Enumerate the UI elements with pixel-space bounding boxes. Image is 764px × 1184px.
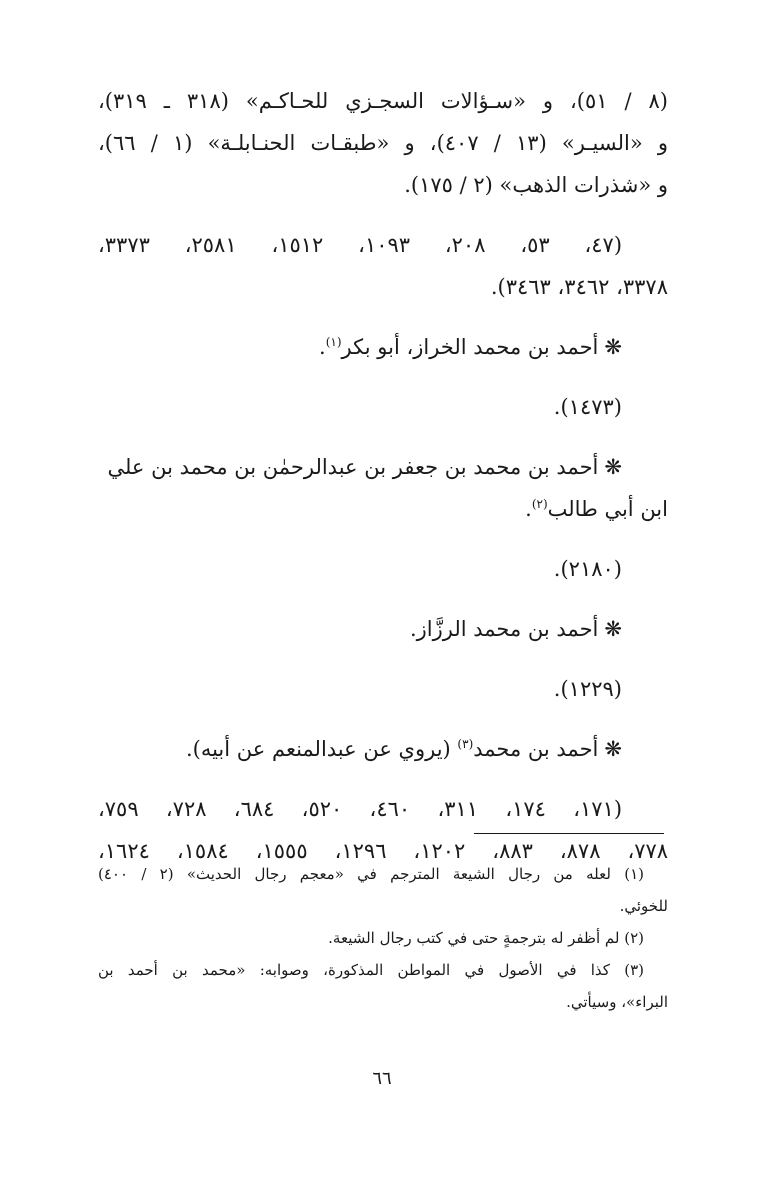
- star-icon: ❋: [604, 617, 622, 641]
- entry-numbers: .(١٤٧٣): [553, 395, 622, 419]
- entry-heading: ❋أحمد بن محمد الخراز، أبو بكر$^{(١)}$.: [319, 335, 622, 359]
- footnotes: [98, 858, 668, 1018]
- page-body: [98, 80, 668, 872]
- text-line: و «السيـر» (١٣ / ٤٠٧)، و «طبقـات الحنـابلـة» (١ / ٦٦)،: [98, 131, 668, 155]
- reference-numbers-line: ٣٣٧٨، ٣٤٦٢، ٣٤٦٣).: [490, 275, 668, 299]
- entry-numbers: .(١٢٢٩): [553, 677, 622, 701]
- entry-heading-continued: ابن أبي طالب$^{(٢)}$.: [525, 497, 668, 521]
- page-number: ٦٦: [372, 1068, 392, 1089]
- footnote-1: (١) لعله من رجال الشيعة المترجم في «معجم رجال الحديث» (٢ / ٤٠٠): [98, 865, 644, 883]
- text-line: (٨ / ٥١)، و «سـؤالات السجـزي للحـاكـم» (٣١٨ ـ ٣١٩)،: [98, 89, 668, 113]
- entry-name: أحمد بن محمد الخراز، أبو بكر: [341, 335, 599, 359]
- footnote-3-continued: البراء»، وسيأتي.: [566, 993, 668, 1011]
- entry-heading: [98, 446, 668, 488]
- footnote-2: (٢) لم أظفر له بترجمةٍ حتى في كتب رجال الشيعة.: [328, 929, 644, 947]
- star-icon: ❋: [604, 335, 622, 359]
- footnote-3: (٣) كذا في الأصول في المواطن المذكورة، وصوابه: «محمد بن أحمد بن: [98, 961, 644, 979]
- text-line: و «شذرات الذهب» (٢ / ١٧٥).: [404, 173, 668, 197]
- star-icon: ❋: [604, 737, 622, 761]
- entry-name: أحمد بن محمد الرزَّاز.: [409, 617, 599, 641]
- footnote-1-continued: للخوئي.: [619, 897, 668, 915]
- reference-numbers-line: (١٧١، ١٧٤، ٣١١، ٤٦٠، ٥٢٠، ٦٨٤، ٧٢٨، ٧٥٩،: [98, 797, 623, 821]
- entry-heading: ❋أحمد بن محمد$^{(٣)}$ (يروي عن عبدالمنعم عن أبيه).: [185, 737, 622, 761]
- reference-numbers-line: ٧٧٨، ٨٧٨، ٨٨٣، ١٢٠٢، ١٢٩٦، ١٥٥٥، ١٥٨٤، ١٦٢٤،: [98, 839, 668, 863]
- footnote-divider: [474, 833, 664, 834]
- footnote-ref: (١): [325, 335, 342, 349]
- entry-heading: [98, 608, 668, 650]
- reference-numbers-line: (٤٧، ٥٣، ٢٠٨، ١٠٩٣، ١٥١٢، ٢٥٨١، ٣٣٧٣،: [98, 233, 623, 257]
- footnote-ref: (٣): [457, 737, 474, 751]
- entry-name: أحمد بن محمد بن جعفر بن عبدالرحمٰن بن محمد بن علي: [107, 455, 599, 479]
- main-text: [98, 80, 668, 872]
- footnote-ref: (٢): [531, 497, 548, 511]
- entry-name: أحمد بن محمد: [473, 737, 599, 761]
- entry-numbers: .(٢١٨٠): [553, 557, 622, 581]
- star-icon: ❋: [604, 455, 622, 479]
